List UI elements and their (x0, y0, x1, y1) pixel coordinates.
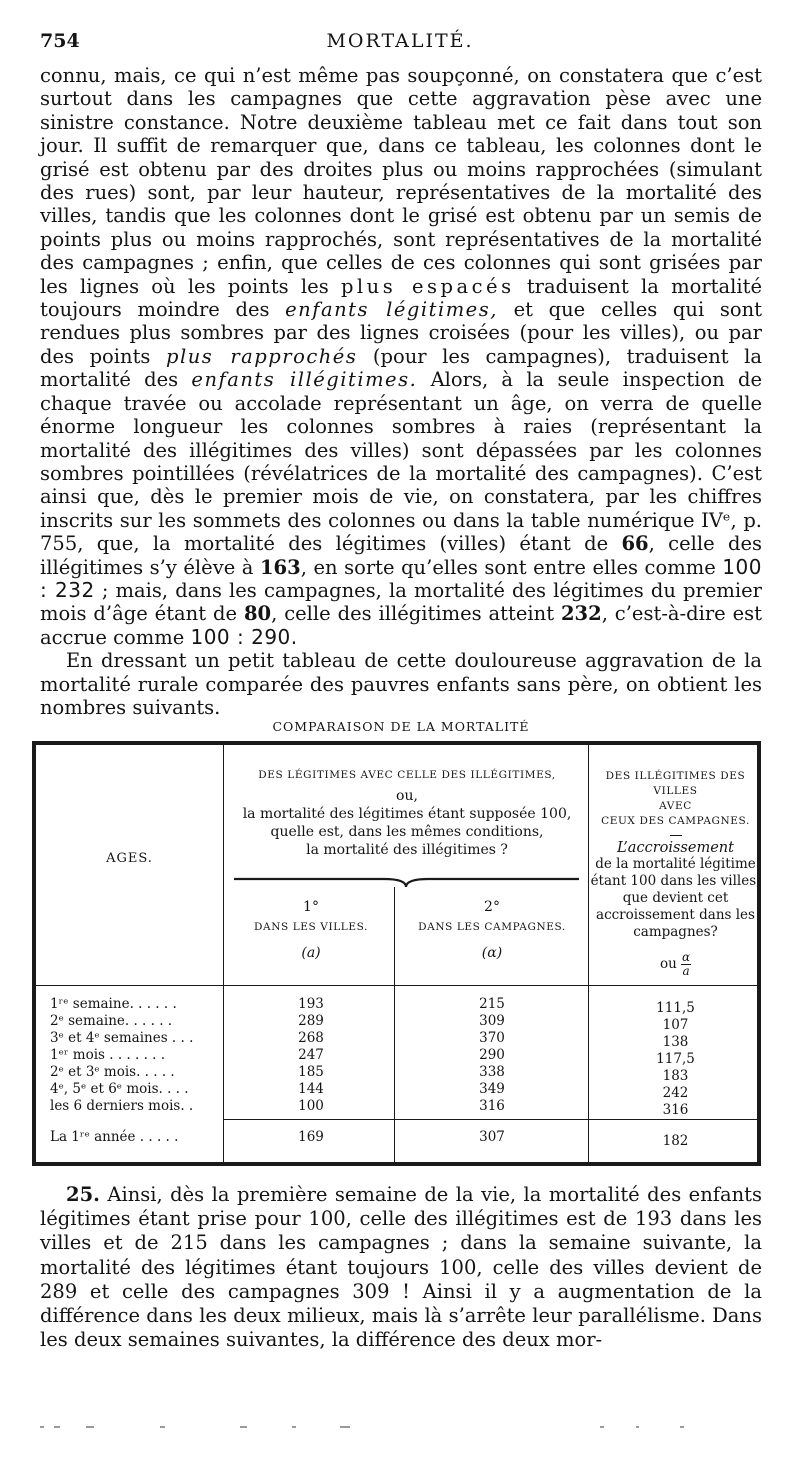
villes-cell: 247 (298, 1047, 324, 1063)
villes-cell: 289 (298, 1013, 324, 1029)
bold-number: 163 (259, 555, 301, 579)
age-cell: 1ᵉʳ mois . . . . . . . (50, 1047, 166, 1063)
age-cell: 4ᵉ, 5ᵉ et 6ᵉ mois. . . . (50, 1081, 189, 1097)
ratio-cell: 111,5 (656, 1000, 695, 1016)
villes-cell: 100 (298, 1098, 324, 1114)
subheader-label: DANS LES VILLES. (254, 921, 368, 933)
italic-spaced-text: enfants légitimes, (285, 298, 498, 322)
brace-curve (234, 873, 579, 889)
age-cell: les 6 derniers mois. . (50, 1098, 194, 1114)
page-number: 754 (40, 30, 80, 52)
subheader-number: 2° (484, 899, 500, 915)
ratio-text: 100 : 290. (190, 624, 298, 649)
campagnes-cell: 370 (479, 1030, 505, 1046)
header-rule (36, 985, 757, 986)
header-line: que devient cet accroissement dans les campagnes? (596, 890, 755, 940)
header-caps: AVEC (659, 800, 692, 812)
ratio-cell: 183 (662, 1068, 689, 1084)
header-italic: L’accroissement (617, 840, 734, 856)
ages-header: AGES. (106, 851, 153, 866)
table-title: COMPARAISON DE LA MORTALITÉ (272, 719, 530, 734)
table-row (36, 1098, 757, 1116)
scan-bleed-marks (40, 1422, 760, 1432)
campagnes-cell: 338 (479, 1064, 505, 1080)
text-run: (pour les campagnes), traduisent la mortalité des (40, 344, 763, 392)
paragraph: En dressant un petit tableau de cette douloureuse aggravation de la mortalité rurale comparée des pauvres enfants sans père, on obtient les nombres suivants. (40, 649, 762, 719)
header-line: ou, (396, 788, 418, 804)
table-row (36, 1064, 757, 1082)
italic-spaced-text: enfants illégitimes. (191, 368, 418, 392)
text-run: , en sorte qu’elles sont entre elles comme (300, 555, 716, 579)
ratio-text: 100 : 232 (40, 554, 762, 602)
paragraph-continuation (40, 64, 762, 649)
text-run: Alors, à la seule inspection de chaque travée ou accolade représentant un âge, on verra de quelle énorme longueur les colonnes sombres à raies (représentant la mortalité des illégitimes des villes) sont dépassées par les colonnes sombres pointillées (révélatrices de la mortalité des campagnes). C’est ainsi que, dès le premier mois de vie, on constatera, par les chiffres inscrits sur les sommets des colonnes ou dans la table numérique IVᵉ, p. 755, que, la mortalité des légitimes (villes) étant de (40, 368, 762, 556)
ratio-cell: 182 (662, 1133, 689, 1149)
text-run: et que celles qui sont rendues plus sombres par des lignes croisées (pour les villes), ou par des points (40, 298, 762, 368)
ratio-cell: 242 (662, 1085, 689, 1101)
campagnes-cell: 215 (479, 996, 505, 1012)
age-cell: 1ʳᵉ semaine. . . . . . (50, 996, 177, 1012)
header-caps: CEUX DES CAMPAGNES. (601, 815, 750, 827)
increase-header (590, 769, 761, 978)
age-cell: 2ᵉ et 3ᵉ mois. . . . . (50, 1064, 175, 1080)
ratio-cell: 138 (662, 1034, 689, 1050)
ratio-cell: 117,5 (656, 1051, 695, 1067)
bold-number: 66 (621, 532, 649, 556)
total-row (36, 1129, 757, 1147)
ratio-cell: 316 (662, 1102, 689, 1118)
bold-number: 80 (243, 602, 272, 626)
text-run: , c’est-à-dire est accrue comme (40, 602, 763, 649)
header-line: étant 100 dans les villes, (590, 873, 761, 889)
table-row (36, 1081, 757, 1099)
subheader-number: 1° (303, 899, 319, 915)
paragraph-25 (40, 1183, 762, 1352)
header-caps: DES LÉGITIMES AVEC CELLE DES ILLÉGITIMES, (258, 769, 556, 781)
total-rule (223, 1119, 757, 1120)
villes-cell: 268 (298, 1030, 324, 1046)
short-rule (670, 835, 682, 836)
campagnes-cell: 307 (479, 1129, 505, 1145)
text-run: ; mais, dans les campagnes, la mortalité des légitimes du premier mois d’âge étant de (40, 578, 762, 626)
villes-cell: 144 (298, 1081, 324, 1097)
ratio-cell: 107 (662, 1017, 689, 1033)
subheader-symbol: (a) (301, 945, 321, 961)
table-row (36, 1013, 757, 1031)
age-cell: 2ᵉ semaine. . . . . . (50, 1013, 173, 1029)
text-run: traduisent la mortalité toujours moindre des (40, 274, 762, 322)
spaced-text: plus espacés (340, 274, 515, 298)
subheader-label: DANS LES CAMPAGNES. (418, 921, 566, 933)
paragraph-text: Ainsi, dès la première semaine de la vie, la mortalité des enfants légitimes étant prise pour 100, celle des illégitimes est de 193 dans les villes et de 215 dans les campagnes ; dans la semaine suivante, la mortalité des légitimes étant toujours 100, celle des villes devient de 289 et celle des campagnes 309 ! Ainsi il y a augmentation de la différence dans les deux milieux, mais là s’arrête leur parallélisme. Dans les deux semaines suivantes, la différence des deux mor- (40, 1183, 762, 1352)
villes-subheader (226, 899, 396, 961)
age-cell: 3ᵉ et 4ᵉ semaines . . . (50, 1030, 194, 1046)
intro-text (40, 64, 762, 719)
fraction-denominator: a (682, 964, 690, 978)
campagnes-subheader (394, 899, 590, 961)
table-row (36, 996, 757, 1014)
villes-cell: 169 (298, 1129, 324, 1145)
page-header (40, 30, 760, 56)
paragraph (40, 1183, 762, 1352)
header-line: de la mortalité légitime (595, 856, 756, 872)
table-row (36, 1047, 757, 1065)
campagnes-cell: 309 (479, 1013, 505, 1029)
campagnes-cell: 349 (479, 1081, 505, 1097)
villes-cell: 193 (298, 996, 324, 1012)
text-run: connu, mais, ce qui n’est même pas soupçonné, on constatera que c’est surtout dans les campagnes que cette aggravation pèse avec une sinistre constance. Notre deuxième tableau met ce fait dans tout son jour. Il suffit de remarquer que, dans ce tableau, les colonnes dont le grisé est obtenu par des droites plus ou moins rapprochées (simulant des rues) sont, par leur hauteur, représentatives de la mortalité des villes, tandis que les colonnes dont le grisé est obtenu par un semis de points plus ou moins rapprochés, sont représentatives de la mortalité des campagnes ; enfin, que celles de ces colonnes qui sont grisées par les lignes où les points les (40, 64, 762, 298)
bold-number: 232 (560, 602, 602, 626)
running-head: MORTALITÉ. (326, 30, 474, 52)
campagnes-cell: 290 (479, 1047, 505, 1063)
legitimate-vs-illegitimate-header (226, 769, 588, 859)
header-line: la mortalité des légitimes étant supposée 100, (242, 806, 572, 822)
fraction-numerator: α (682, 950, 691, 964)
italic-spaced-text: plus rapprochés (166, 344, 358, 368)
or-word: ou (659, 956, 677, 972)
ratio-formula (590, 951, 761, 978)
campagnes-cell: 316 (479, 1098, 505, 1114)
header-caps: DES ILLÉGITIMES DES VILLES (605, 770, 746, 797)
age-cell: La 1ʳᵉ année . . . . . (50, 1129, 179, 1145)
subheader-symbol: (α) (481, 945, 503, 961)
header-line: la mortalité des illégitimes ? (306, 842, 508, 858)
table-row (36, 1030, 757, 1048)
comparison-table (32, 741, 761, 1166)
text-run: , celle des illégitimes atteint (271, 602, 555, 626)
paragraph-number: 25. (66, 1183, 100, 1206)
header-line: quelle est, dans les mêmes conditions, (270, 824, 544, 840)
villes-cell: 185 (298, 1064, 324, 1080)
text-run: , celle des illégitimes s’y élève à (40, 532, 762, 579)
fraction (681, 951, 691, 978)
